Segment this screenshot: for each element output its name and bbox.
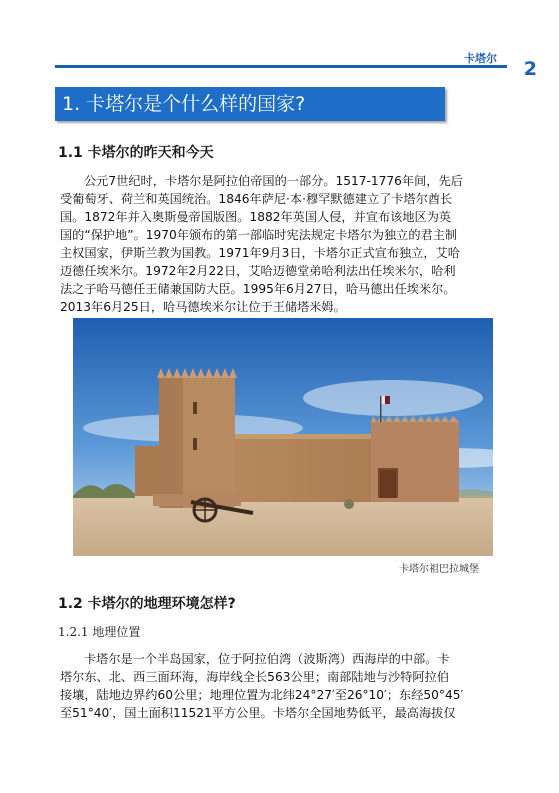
location-paragraph bbox=[60, 650, 505, 722]
section-heading-geography: 1.2 卡塔尔的地理环境怎样? bbox=[58, 596, 236, 612]
paragraph-line: 公元7世纪时，卡塔尔是阿拉伯帝国的一部分。1517-1776年间，先后 bbox=[84, 174, 463, 188]
paragraph-line: 国的“保护地”。1970年颁布的第一部临时宪法规定卡塔尔为独立的君主制 bbox=[60, 228, 458, 242]
paragraph-line: 受葡萄牙、荷兰和英国统治。1846年萨尼·本·穆罕默德建立了卡塔尔酋长 bbox=[60, 192, 453, 206]
fort-photo bbox=[73, 318, 493, 556]
paragraph-line: 接壤，陆地边界约60公里；地理位置为北纬24°27′至26°10′；东经50°45′ bbox=[60, 688, 464, 702]
paragraph-line: 法之子哈马德任王储兼国防大臣。1995年6月27日，哈马德出任埃米尔。 bbox=[60, 282, 456, 296]
subsection-heading-location: 1.2.1 地理位置 bbox=[58, 625, 141, 639]
page-number: 2 bbox=[523, 58, 537, 80]
header-rule bbox=[55, 65, 507, 68]
paragraph-line: 卡塔尔是一个半岛国家，位于阿拉伯湾（波斯湾）西海岸的中部。卡 bbox=[84, 652, 450, 666]
history-paragraph bbox=[60, 172, 505, 316]
paragraph-line: 至51°40′，国土面积11521平方公里。卡塔尔全国地势低平，最高海拔仅 bbox=[60, 706, 456, 720]
section-heading-history: 1.1 卡塔尔的昨天和今天 bbox=[58, 145, 214, 161]
paragraph-line: 迈德任埃米尔。1972年2月22日，艾哈迈德堂弟哈利法出任埃米尔，哈利 bbox=[60, 264, 456, 278]
paragraph-line: 塔尔东、北、西三面环海，海岸线全长563公里；南部陆地与沙特阿拉伯 bbox=[60, 670, 449, 684]
running-title: 卡塔尔 bbox=[464, 52, 497, 65]
chapter-title: 1. 卡塔尔是个什么样的国家? bbox=[62, 93, 306, 115]
photo-caption: 卡塔尔祖巴拉城堡 bbox=[399, 564, 479, 575]
paragraph-line: 主权国家，伊斯兰教为国教。1971年9月3日，卡塔尔正式宣布独立，艾哈 bbox=[60, 246, 460, 260]
paragraph-line: 国。1872年并入奥斯曼帝国版图。1882年英国人侵，并宣布该地区为英 bbox=[60, 210, 452, 224]
paragraph-line: 2013年6月25日，哈马德埃米尔让位于王储塔米姆。 bbox=[60, 300, 346, 314]
